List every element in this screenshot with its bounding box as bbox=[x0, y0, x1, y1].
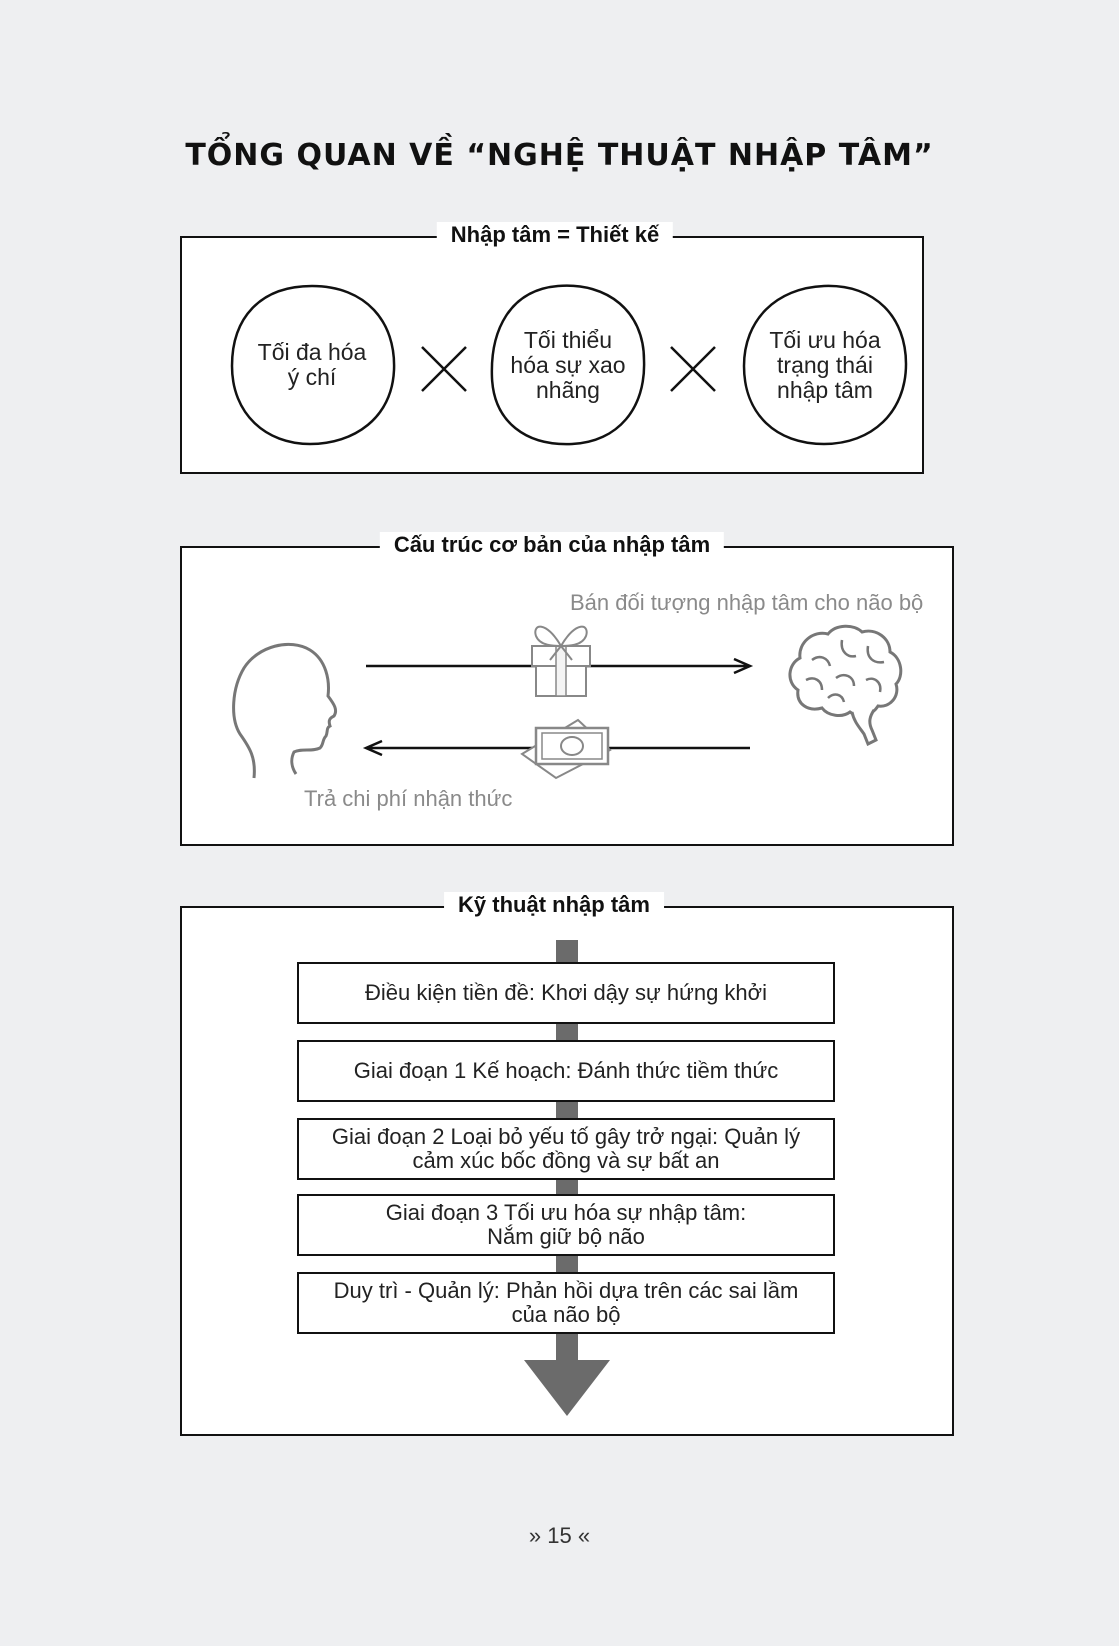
step-maintain bbox=[297, 1272, 835, 1334]
gift-icon bbox=[526, 616, 596, 700]
design-formula-title: Nhập tâm = Thiết kế bbox=[437, 222, 673, 248]
step-text: Duy trì - Quản lý: Phản hồi dựa trên các sai lầm bbox=[333, 1278, 799, 1303]
circle-optimize-state bbox=[740, 282, 910, 448]
circle-maximize-will bbox=[226, 282, 398, 448]
technique-title: Kỹ thuật nhập tâm bbox=[444, 892, 664, 918]
step-precondition bbox=[297, 962, 835, 1024]
step-stage-2 bbox=[297, 1118, 835, 1180]
multiply-icon bbox=[668, 344, 718, 394]
basic-structure-title: Cấu trúc cơ bản của nhập tâm bbox=[380, 532, 724, 558]
design-formula-box bbox=[180, 222, 924, 474]
multiply-icon bbox=[419, 344, 469, 394]
money-icon bbox=[518, 714, 614, 780]
pay-label: Trả chi phí nhận thức bbox=[304, 786, 513, 811]
step-stage-3 bbox=[297, 1194, 835, 1256]
step-text: Điều kiện tiền đề: Khơi dậy sự hứng khởi bbox=[365, 980, 767, 1005]
circle-text: Tối ưu hóa trạng thái nhập tâm bbox=[769, 326, 881, 403]
step-text-2: Nắm giữ bộ não bbox=[487, 1224, 645, 1249]
sell-label: Bán đối tượng nhập tâm cho não bộ bbox=[570, 590, 924, 615]
page-title: TỔNG QUAN VỀ “NGHỆ THUẬT NHẬP TÂM” bbox=[185, 138, 934, 173]
step-text: Giai đoạn 2 Loại bỏ yếu tố gây trở ngại: Quản lý bbox=[331, 1124, 801, 1149]
circle-text: Tối đa hóa ý chí bbox=[257, 339, 367, 390]
circle-text: Tối thiểu hóa sự xao nhãng bbox=[510, 326, 626, 403]
brain-icon bbox=[782, 620, 908, 746]
circle-minimize-distraction bbox=[488, 282, 648, 448]
page-number: » 15 « bbox=[528, 1523, 591, 1548]
head-icon bbox=[230, 640, 340, 780]
step-stage-1 bbox=[297, 1040, 835, 1102]
step-text-2: của não bộ bbox=[511, 1302, 621, 1327]
step-text: Giai đoạn 3 Tối ưu hóa sự nhập tâm: bbox=[385, 1200, 747, 1225]
step-text: Giai đoạn 1 Kế hoạch: Đánh thức tiềm thức bbox=[353, 1058, 779, 1083]
basic-structure-box bbox=[180, 532, 954, 846]
step-text-2: cảm xúc bốc đồng và sự bất an bbox=[412, 1148, 720, 1173]
